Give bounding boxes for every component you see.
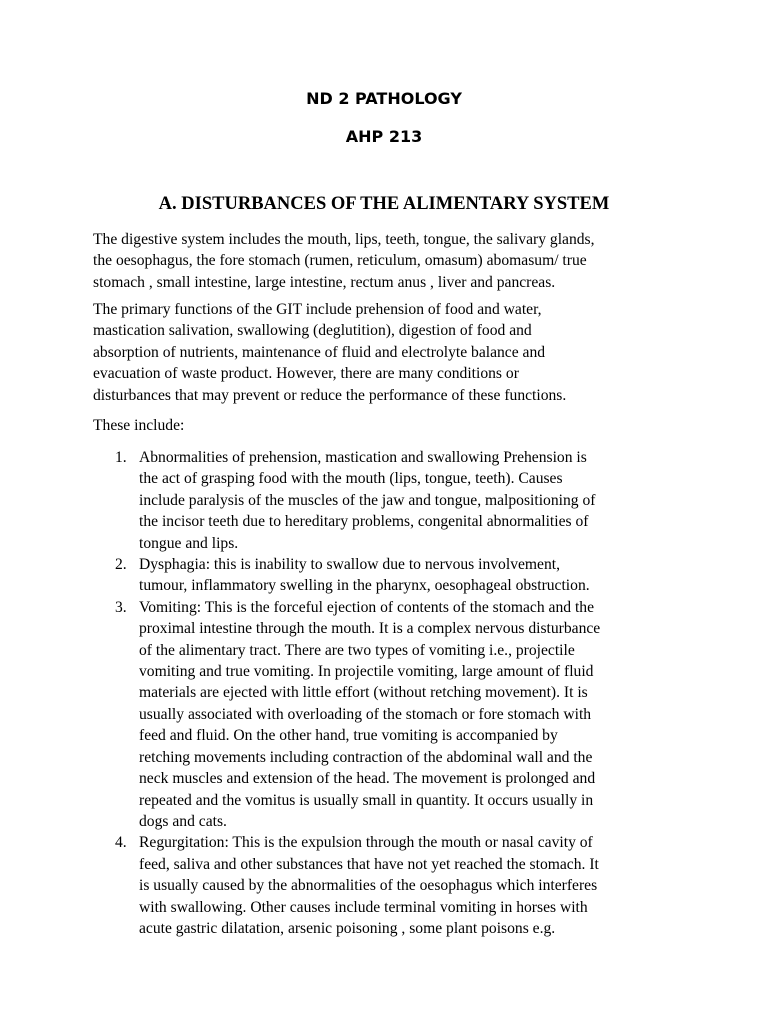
text-line: stomach , small intestine, large intestine, rectum anus , liver and pancreas.	[93, 273, 556, 291]
text-line: retching movements including contraction of the abdominal wall and the	[139, 748, 593, 766]
paragraph-these-include	[93, 415, 693, 436]
numbered-list	[0, 447, 768, 939]
list-number: 2.	[115, 556, 127, 574]
text-line: the oesophagus, the fore stomach (rumen, reticulum, omasum) abomasum/ true	[93, 252, 587, 270]
text-line: The digestive system includes the mouth, lips, teeth, tongue, the salivary glands,	[93, 231, 595, 248]
text-line: feed, saliva and other substances that have not yet reached the stomach. It	[139, 855, 599, 873]
text-line: Dysphagia: this is inability to swallow due to nervous involvement,	[139, 556, 560, 574]
text-line: repeated and the vomitus is usually small in quantity. It occurs usually in	[139, 791, 594, 809]
text-line: usually associated with overloading of the stomach or fore stomach with	[139, 705, 592, 723]
text-line: Regurgitation: This is the expulsion through the mouth or nasal cavity of	[139, 834, 593, 852]
list-item	[0, 832, 768, 939]
text-line: is usually caused by the abnormalities of the oesophagus which interferes	[139, 877, 598, 895]
course-code: AHP 213	[345, 127, 423, 146]
text-line: evacuation of waste product. However, there are many conditions or	[93, 365, 519, 383]
list-item	[0, 447, 768, 554]
text-line: acute gastric dilatation, arsenic poisoning , some plant poisons e.g.	[139, 919, 556, 937]
text-line: The primary functions of the GIT include prehension of food and water,	[93, 301, 542, 318]
text-line: absorption of nutrients, maintenance of fluid and electrolyte balance and	[93, 343, 546, 361]
text-line: feed and fluid. On the other hand, true vomiting is accompanied by	[139, 727, 558, 745]
list-number: 3.	[115, 598, 127, 616]
text-line: dogs and cats.	[139, 812, 227, 830]
text-line: disturbances that may prevent or reduce the performance of these functions.	[93, 386, 567, 404]
text-line: These include:	[93, 417, 185, 434]
text-line: Vomiting: This is the forceful ejection of contents of the stomach and the	[139, 598, 595, 616]
text-line: vomiting and true vomiting. In projectile vomiting, large amount of fluid	[139, 663, 594, 681]
text-line: include paralysis of the muscles of the jaw and tongue, malpositioning of	[139, 491, 596, 509]
text-line: tumour, inflammatory swelling in the pharynx, oesophageal obstruction.	[139, 577, 590, 595]
text-line: with swallowing. Other causes include terminal vomiting in horses with	[139, 898, 588, 916]
list-number: 4.	[115, 834, 127, 852]
list-number: 1.	[115, 449, 127, 466]
text-line: the incisor teeth due to hereditary problems, congenital abnormalities of	[139, 513, 589, 531]
text-line: the act of grasping food with the mouth (lips, tongue, teeth). Causes	[139, 470, 563, 488]
list-item	[0, 597, 768, 832]
section-heading: A. DISTURBANCES OF THE ALIMENTARY SYSTEM	[158, 194, 610, 214]
course-title: ND 2 PATHOLOGY	[306, 89, 462, 108]
text-line: proximal intestine through the mouth. It is a complex nervous disturbance	[139, 620, 601, 638]
text-line: neck muscles and extension of the head. The movement is prolonged and	[139, 770, 596, 788]
text-line: tongue and lips.	[139, 534, 239, 552]
text-line: of the alimentary tract. There are two types of vomiting i.e., projectile	[139, 641, 575, 659]
text-line: materials are ejected with little effort (without retching movement). It is	[139, 684, 588, 702]
list-item	[0, 554, 768, 597]
paragraph-git-functions	[93, 299, 693, 406]
text-line: mastication salivation, swallowing (deglutition), digestion of food and	[93, 322, 532, 340]
paragraph-digestive-system	[93, 229, 693, 293]
text-line: Abnormalities of prehension, mastication and swallowing Prehension is	[139, 449, 587, 466]
